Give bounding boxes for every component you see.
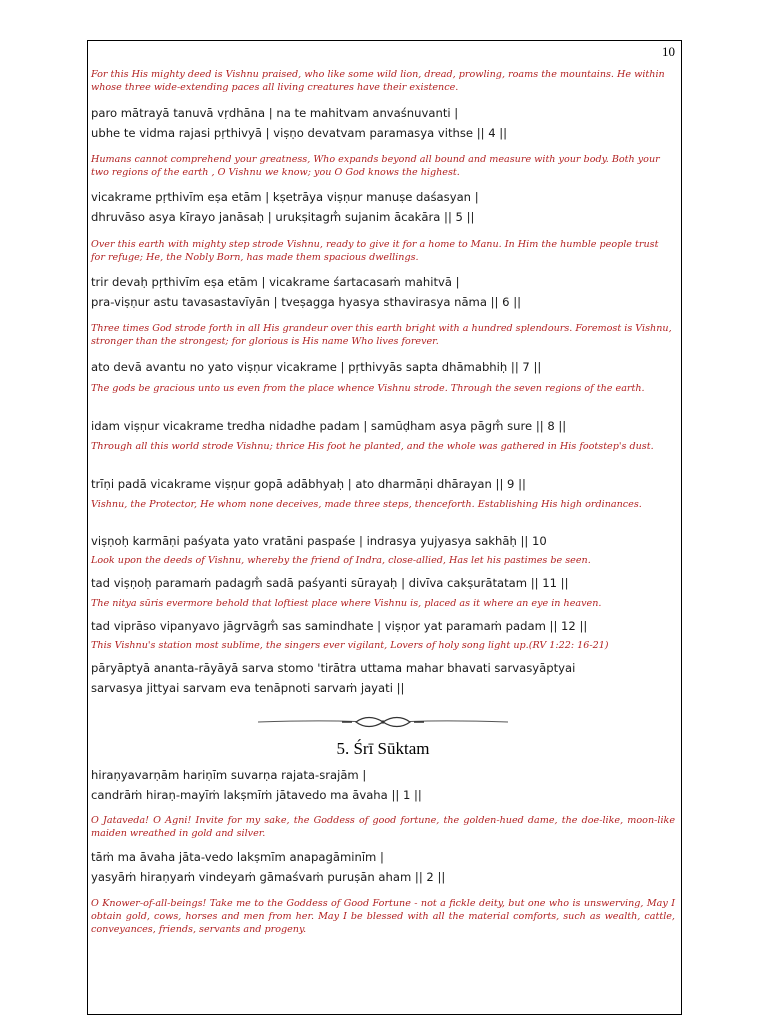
sri-suktam-translation-2: O Knower-of-all-beings! Take me to the Goddess of Good Fortune - not a fickle deity, but one who is unswerving, May I obtain gold, cows, horses and men from her. May I be blessed with all the material comforts, such as wealth, cattle, conveyances, friends, servants and progeny. — [91, 898, 675, 935]
ornament-divider — [256, 715, 510, 729]
verse-line: paro mātrayā tanuvā vṛdhāna | na te mahitvam anvaśnuvanti | — [91, 106, 459, 120]
verse-line: viṣṇoḥ karmāṇi paśyata yato vratāni paspaśe | indrasya yujyasya sakhāḥ || 10 — [91, 534, 547, 548]
verse-5 — [91, 187, 675, 227]
translation-5: Humans cannot comprehend your greatness, Who expands beyond all bound and measure with your body. Both your two regions of the earth , O Vishnu we know; you O God knows the highest. — [91, 154, 660, 178]
verse-line: dhruvāso asya kīrayo janāsaḥ | urukṣitagm̐ sujanim ācakāra || 5 || — [91, 210, 475, 224]
sri-suktam-translation-1: O Jataveda! O Agni! Invite for my sake, the Goddess of good fortune, the golden-hued dame, the doe-like, moon-like maiden wreathed in gold and silver. — [91, 815, 675, 839]
verse-line: ato devā avantu no yato viṣṇur vicakrame | pṛthivyās sapta dhāmabhiḥ || 7 || — [91, 360, 542, 374]
page-frame — [87, 40, 682, 1015]
verse-line: candrāṁ hiraṇ-mayīṁ lakṣmīṁ jātavedo ma āvaha || 1 || — [91, 788, 422, 802]
verse-line: hiraṇyavarṇām hariṇīm suvarṇa rajata-srajām | — [91, 768, 367, 782]
closing-verse — [91, 658, 675, 698]
verse-4 — [91, 103, 675, 143]
verse-line: trir devaḥ pṛthivīm eṣa etām | vicakrame śartacasaṁ mahitvā | — [91, 275, 460, 289]
verse-line: trīṇi padā vicakrame viṣṇur gopā adābhyaḥ | ato dharmāṇi dhārayan || 9 || — [91, 477, 526, 491]
verse-9 — [91, 474, 675, 494]
translation-9: Vishnu, the Protector, He whom none deceives, made three steps, thenceforth. Establishing His high ordinances. — [91, 499, 642, 510]
verse-line: ubhe te vidma rajasi pṛthivyā | viṣṇo devatvam paramasya vithse || 4 || — [91, 126, 508, 140]
verse-12 — [91, 616, 675, 636]
sri-suktam-verse-2 — [91, 847, 675, 887]
translation-10: Look upon the deeds of Vishnu, whereby the friend of Indra, close-allied, Has let his pastimes be seen. — [91, 555, 591, 566]
verse-line: yasyāṁ hiraṇyaṁ vindeyaṁ gāmaśvaṁ puruṣān aham || 2 || — [91, 870, 446, 884]
translation-6: Over this earth with mighty step strode Vishnu, ready to give it for a home to Manu. In Him the humble people trust for refuge; He, the Nobly Born, has made them spacious dwellings. — [91, 239, 659, 263]
verse-6 — [91, 272, 675, 312]
translation-7: The gods be gracious unto us even from the place whence Vishnu strode. Through the seven regions of the earth. — [91, 383, 645, 394]
verse-8 — [91, 416, 675, 436]
translation-11: The nitya sūris evermore behold that loftiest place where Vishnu is, placed as it where an eye in heaven. — [91, 598, 602, 609]
sri-suktam-verse-1 — [91, 765, 675, 805]
translation-12: This Vishnu's station most sublime, the singers ever vigilant, Lovers of holy song light up.(RV 1:22: 16-21) — [91, 640, 609, 651]
verse-line: idam viṣṇur vicakrame tredha nidadhe padam | samūḍham asya pāgm̐ sure || 8 || — [91, 419, 567, 433]
verse-line: tad viprāso vipanyavo jāgrvāgm̐ sas samindhate | viṣṇor yat paramaṁ padam || 12 || — [91, 619, 588, 633]
verse-11 — [91, 573, 675, 593]
verse-10 — [91, 531, 675, 551]
verse-line: pāryāptyā ananta-rāyāyā sarva stomo 'tirātra uttama mahar bhavati sarvasyāptyai — [91, 661, 576, 675]
verse-line: pra-viṣṇur astu tavasastavīyān | tveṣagga hyasya sthavirasya nāma || 6 || — [91, 295, 522, 309]
page-number: 10 — [662, 44, 675, 59]
translation-7-intro: Three times God strode forth in all His grandeur over this earth bright with a hundred splendours. Foremost is Vishnu, stronger than the strongest; for glorious is His name Who lives forever. — [91, 323, 672, 347]
translation-8: Through all this world strode Vishnu; thrice His foot he planted, and the whole was gathered in His footstep's dust. — [91, 441, 654, 452]
translation-4: For this His mighty deed is Vishnu praised, who like some wild lion, dread, prowling, roams the mountains. He within whose three wide-extending paces all living creatures have their existence. — [91, 69, 665, 93]
verse-7 — [91, 357, 675, 377]
verse-line: tad viṣṇoḥ paramaṁ padagm̐ sadā paśyanti sūrayaḥ | divīva cakṣurātatam || 11 || — [91, 576, 569, 590]
verse-line: tāṁ ma āvaha jāta-vedo lakṣmīm anapagāminīm | — [91, 850, 384, 864]
section-title: 5. Śrī Sūktam — [336, 739, 430, 758]
verse-line: sarvasya jittyai sarvam eva tenāpnoti sarvaṁ jayati || — [91, 681, 405, 695]
verse-line: vicakrame pṛthivīm eṣa etām | kṣetrāya viṣṇur manuṣe daśasyan | — [91, 190, 479, 204]
